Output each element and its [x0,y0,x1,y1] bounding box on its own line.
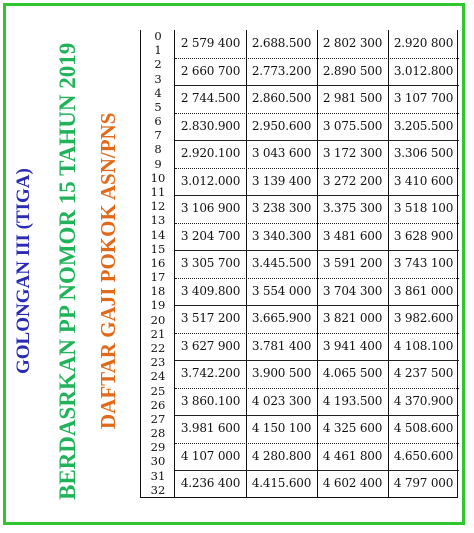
salary-cell: 4.236 400 [180,476,241,491]
mkg-year: 24 [150,369,166,384]
salary-cell: 3 982.600 [393,311,454,326]
mkg-year: 32 [150,482,166,497]
salary-cell: 3 481 600 [322,228,383,243]
mkg-year: 23 [150,355,166,370]
salary-cell: 3.205.500 [393,118,454,133]
salary-cell: 2 579 400 [180,36,241,50]
mkg-year: 1 [154,43,162,58]
salary-cell: 4 508.600 [393,421,454,436]
mkg-year: 8 [154,142,162,157]
mkg-year: 7 [154,128,162,143]
salary-cell: 3 075.500 [322,118,383,133]
salary-cell: 3 591 200 [322,256,383,271]
salary-cell: 3.012.000 [180,173,241,188]
salary-cell: 3 272 200 [322,173,383,188]
salary-cell: 4 150 100 [251,421,312,436]
mkg-year: 21 [150,326,166,341]
salary-cell: 3 627 900 [180,338,241,353]
mkg-year: 9 [154,156,162,171]
title-block [14,36,134,506]
mkg-year: 12 [150,199,166,214]
salary-cell: 3 106 900 [180,201,241,216]
salary-table [140,30,458,498]
mkg-year: 30 [150,454,166,469]
mkg-year: 25 [150,383,166,398]
salary-cell: 3 139 400 [251,173,312,188]
salary-cell: 4 107 000 [180,448,241,463]
mkg-year: 28 [150,426,166,441]
salary-cell: 3 043 600 [251,146,312,161]
salary-cell: 4 280.800 [251,448,312,463]
salary-cell: 4 325 600 [322,421,383,436]
salary-cell: 3.665.900 [251,311,312,326]
mkg-year: 16 [150,255,166,270]
salary-cell: 3 860.100 [180,393,241,408]
salary-cell: 4.650.600 [393,448,454,463]
salary-cell: 3 517 200 [180,311,241,326]
salary-cell: 2 744.500 [180,91,241,106]
salary-cell: 3 554 000 [251,283,312,298]
salary-cell: 3 518 100 [393,201,454,216]
salary-cell: 3 861 000 [393,283,454,298]
salary-cell: 3 941 400 [322,338,383,353]
salary-cell: 3 821 000 [322,311,383,326]
salary-cell: 3 743 100 [393,256,454,271]
salary-cell: 3 340.300 [251,228,312,243]
mkg-year: 26 [150,397,166,412]
mkg-year: 18 [150,284,166,299]
salary-cell: 4 237 500 [393,366,454,381]
mkg-year: 29 [150,440,166,455]
mkg-column [141,30,175,498]
salary-cell: 3.012.800 [393,63,454,78]
salary-cell: 3 204 700 [180,228,241,243]
salary-cell: 3.306 500 [393,146,454,161]
mkg-year: 13 [150,213,166,228]
mkg-year: 10 [150,170,166,185]
mkg-year: 0 [154,29,162,43]
salary-cell: 2.830.900 [180,118,241,133]
salary-cell: 4 602 400 [322,476,383,491]
mkg-year: 27 [150,411,166,426]
title-main: DAFTAR GAJI POKOK ASN/PNS [96,112,120,430]
salary-cell: 3 172 300 [322,146,383,161]
salary-cell: 3 409.800 [180,283,241,298]
salary-cell: 4 023 300 [251,393,312,408]
salary-cell: 2 660 700 [180,63,241,78]
salary-cell: 3.781 400 [251,338,312,353]
salary-cell: 2.920.100 [180,146,241,161]
salary-cell: 3 410 600 [393,173,454,188]
mkg-year: 6 [154,114,162,129]
salary-cell: 2.920 800 [393,36,454,50]
salary-cell: 4 370.900 [393,393,454,408]
salary-cell: 3.900 500 [251,366,312,381]
salary-cell: 3 238 300 [251,201,312,216]
mkg-year: 22 [150,341,166,355]
salary-cell: 3.375 300 [322,201,383,216]
salary-cell: 2.688.500 [251,36,312,50]
title-regulation: BERDASRKAN PP NOMOR 15 TAHUN 2019 [55,42,80,500]
salary-cell: 2 802 300 [322,36,383,50]
mkg-year: 14 [150,227,166,242]
salary-cell: 2.773.200 [251,63,312,78]
mkg-year: 31 [150,468,166,483]
salary-cell: 4.415.600 [251,476,312,491]
salary-cell: 3.445.500 [251,256,312,271]
mkg-year: 15 [150,241,166,256]
salary-cell: 3 305 700 [180,256,241,271]
mkg-year: 2 [154,57,162,72]
salary-cell: 3.981 600 [180,421,241,436]
salary-cell: 3 704 300 [322,283,383,298]
salary-cell: 2.890 500 [322,63,383,78]
mkg-year: 3 [154,71,162,86]
mkg-year: 11 [150,185,166,199]
salary-cell: 4 461 800 [322,448,383,463]
mkg-year: 20 [150,312,166,327]
salary-cell: 4 193.500 [322,393,383,408]
mkg-year: 5 [154,99,162,114]
salary-cell: 3.742.200 [180,366,241,381]
mkg-year: 19 [150,298,166,313]
salary-cell: 3 107 700 [393,91,454,106]
salary-cell: 2 981 500 [322,91,383,106]
salary-cell: 4 108.100 [393,338,454,353]
title-golongan: GOLONGAN III (TIGA) [13,168,34,374]
salary-cell: 3 628 900 [393,228,454,243]
salary-cell: 2.860.500 [251,91,312,106]
salary-cell: 4.065 500 [322,366,383,381]
salary-cell: 2.950.600 [251,118,312,133]
salary-cell: 4 797 000 [393,476,454,491]
mkg-year: 17 [150,270,166,285]
mkg-year: 4 [154,85,162,100]
